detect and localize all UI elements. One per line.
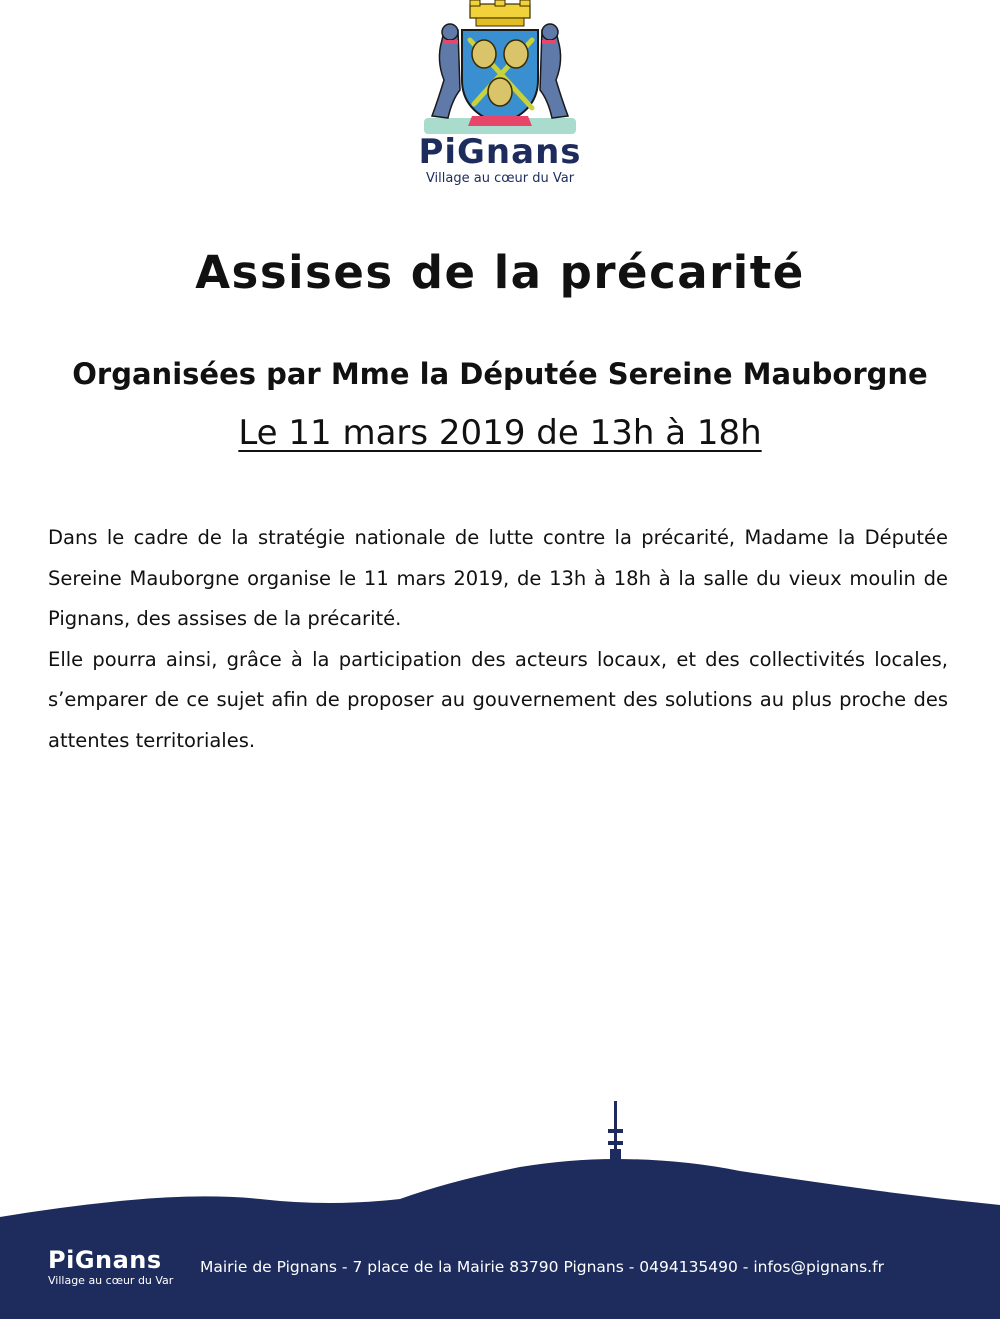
event-date: [0, 410, 1000, 456]
body-paragraph-2: Elle pourra ainsi, grâce à la participation des acteurs locaux, et des collectivités locales, s’emparer de ce sujet afin de proposer au gouvernement des solutions au plus proche des attentes territoriales.: [48, 647, 948, 752]
body-text: [48, 518, 948, 761]
organizer-subtitle: Organisées par Mme la Députée Sereine Mauborgne: [72, 357, 928, 391]
header-logo-tagline: Village au cœur du Var: [425, 171, 575, 186]
page-title: Assises de la précarité: [195, 246, 805, 299]
body-paragraph-1: Dans le cadre de la stratégie nationale de lutte contre la précarité, Madame la Députée Sereine Mauborgne organise le 11 mars 2019, de 13h à 18h à la salle du vieux moulin de Pignans, des assises de la précarité.: [48, 526, 948, 630]
footer-contact-info: Mairie de Pignans - 7 place de la Mairie 83790 Pignans - 0494135490 - infos@pignans.fr: [200, 1258, 884, 1276]
header-logo: [400, 0, 600, 195]
coat-of-arms-emblem: [414, 0, 586, 138]
header-logo-name: PiGnans: [418, 132, 582, 172]
footer-logo-tagline: Village au cœur du Var: [48, 1274, 174, 1287]
event-date-text: Le 11 mars 2019 de 13h à 18h: [238, 413, 762, 453]
footer-logo-name: PiGnans: [48, 1246, 162, 1274]
